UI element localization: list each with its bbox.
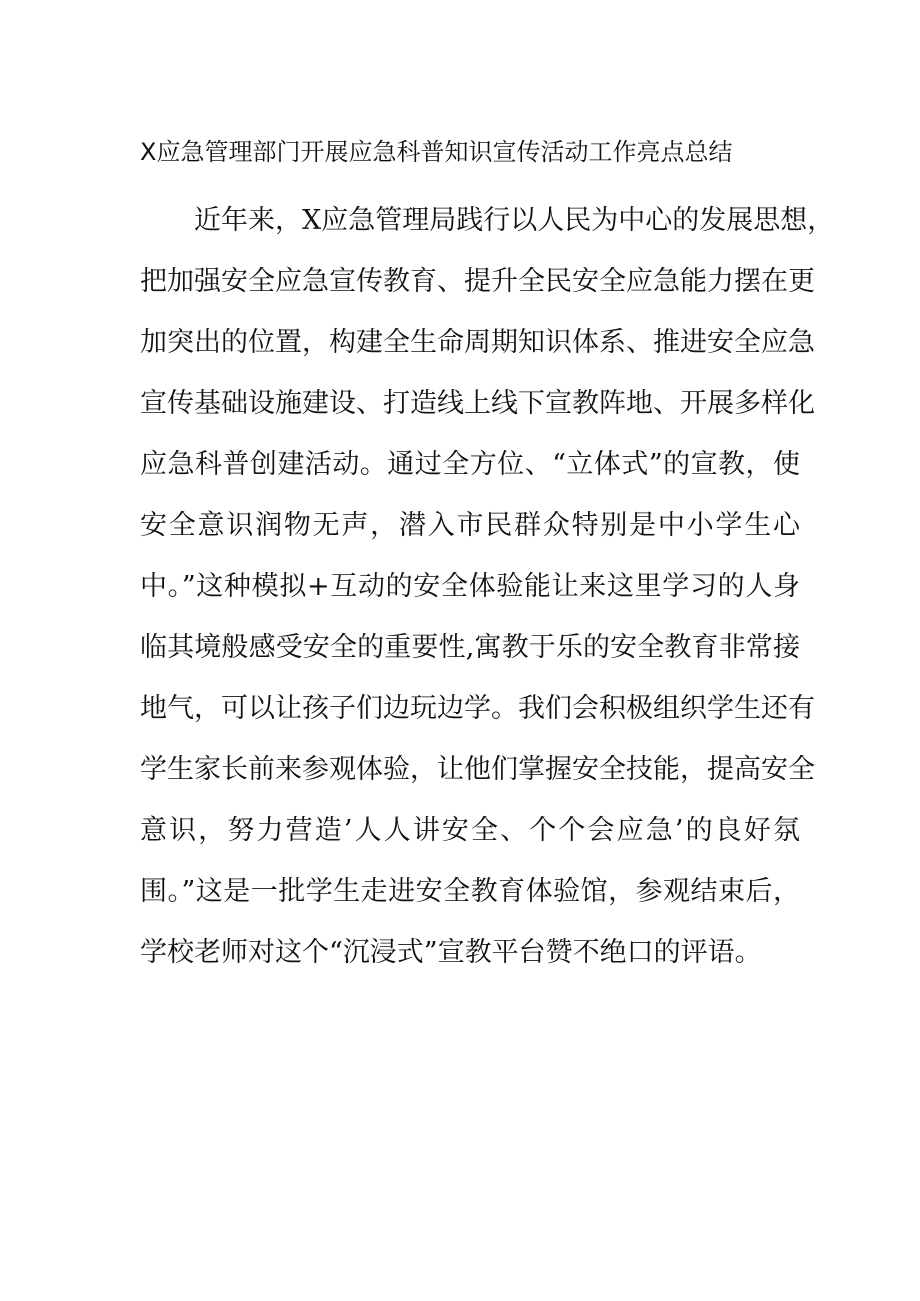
body-line: 围。”这是一批学生走进安全教育体验馆，参观结束后，	[140, 876, 800, 907]
body-line: 宣传基础设施建设、打造线上线下宣教阵地、开展多样化	[140, 388, 815, 419]
body-line: 把加强安全应急宣传教育、提升全民安全应急能力摆在更	[140, 266, 815, 297]
document-title: X应急管理部门开展应急科普知识宣传活动工作亮点总结	[140, 138, 733, 166]
body-line: 意识，努力营造’人人讲安全、个个会应急’的良好氛	[140, 815, 800, 846]
body-line: 安全意识润物无声，潜入市民群众特别是中小学生心	[140, 510, 800, 541]
body-line: 近年来，X应急管理局践行以人民为中心的发展思想，	[194, 205, 835, 236]
body-line: 加突出的位置，构建全生命周期知识体系、推进安全应急	[140, 327, 815, 358]
body-line: 地气，可以让孩子们边玩边学。我们会积极组织学生还有	[140, 693, 815, 724]
body-line: 临其境般感受安全的重要性,寓教于乐的安全教育非常接	[140, 632, 800, 663]
body-line: 学校老师对这个“沉浸式”宣教平台赞不绝口的评语。	[140, 937, 762, 968]
document-body	[140, 190, 835, 983]
body-line: 学生家长前来参观体验，让他们掌握安全技能，提高安全	[140, 754, 815, 785]
body-line: 中。”这种模拟+互动的安全体验能让来这里学习的人身	[140, 571, 800, 602]
body-line: 应急科普创建活动。通过全方位、“立体式”的宣教，使	[140, 449, 800, 480]
